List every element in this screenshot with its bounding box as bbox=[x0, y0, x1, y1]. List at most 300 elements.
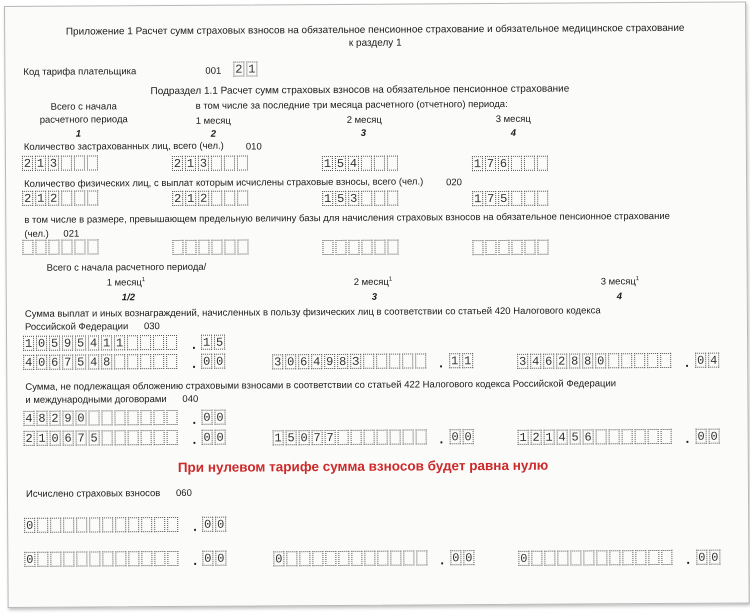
row021-month1-cells-cell bbox=[224, 240, 235, 255]
row060-month2-int-cells-cell bbox=[416, 550, 427, 565]
row030-month3-int-cells-cell bbox=[621, 353, 632, 368]
row030-total-int-cells-cell: 9 bbox=[63, 336, 72, 351]
row020-month1-cells-cell bbox=[224, 191, 235, 206]
row030-month3-int-cells-cell: 8 bbox=[571, 354, 579, 369]
row060-month3-dec-cells-cell: 0 bbox=[711, 550, 719, 565]
row040-total-dec-cells-cell: 0 bbox=[203, 410, 211, 425]
row030-month3-int-cells-cell: 0 bbox=[597, 354, 605, 369]
row021-month2-cells-cell bbox=[387, 240, 398, 255]
row040-month1-int-cells-cell bbox=[128, 430, 139, 445]
row040-month1-int-cells-cell bbox=[102, 430, 113, 445]
col2-month1-text: 1 месяц bbox=[106, 277, 142, 289]
col-number-3: 3 bbox=[360, 127, 367, 139]
row010-total-cells bbox=[22, 155, 100, 171]
row010-total-cells-cell bbox=[74, 156, 85, 171]
row060-month2-dec-cells-cell: 0 bbox=[465, 551, 473, 566]
row020-month1-cells-cell bbox=[211, 191, 222, 206]
row030-month1-int-cells-cell: 5 bbox=[77, 355, 85, 370]
row060-month1-int-cells-cell bbox=[76, 552, 87, 567]
row040-total-int-cells bbox=[23, 410, 179, 427]
row060-month2-int-cells-cell bbox=[299, 551, 310, 566]
row060-month3-int-cells-cell bbox=[583, 550, 594, 565]
row021-total-cells-cell bbox=[74, 240, 85, 255]
row060-total-dec-cells bbox=[202, 517, 228, 533]
row010-month3-cells-cell: 1 bbox=[473, 157, 482, 172]
row060-month1-int-cells-cell bbox=[63, 552, 74, 567]
row030-month2-int-cells-cell bbox=[376, 354, 387, 369]
row010-month1-cells-cell: 2 bbox=[173, 156, 182, 171]
row060-total-int-cells-cell bbox=[102, 517, 113, 532]
row030-total-dec-cells-cell: 5 bbox=[215, 335, 224, 350]
row020-code: 020 bbox=[446, 177, 462, 189]
row060-month3-int-cells-cell bbox=[609, 550, 620, 565]
row030-month2-int-cells-cell: 4 bbox=[313, 355, 321, 370]
row040-month3-int-cells-cell bbox=[661, 429, 672, 444]
row030-month1-int-cells-cell bbox=[114, 354, 125, 369]
row060-total-dec-cells-cell: 0 bbox=[217, 517, 225, 532]
row030-month1-decimal-point: . bbox=[192, 355, 196, 371]
row030-total-int-cells-cell bbox=[166, 335, 177, 350]
row030-month2-int-cells-cell: 0 bbox=[287, 355, 295, 370]
row060-total-int-cells-cell bbox=[141, 517, 152, 532]
row040-month3-dec-cells bbox=[696, 429, 722, 445]
row040-month2-decimal-point: . bbox=[439, 431, 444, 447]
row040-month3-int-cells bbox=[518, 429, 674, 446]
row021-total-cells-cell bbox=[61, 240, 72, 255]
row060-total-int-cells-cell bbox=[128, 517, 139, 532]
row020-total-cells-cell: 2 bbox=[50, 191, 58, 206]
row040-month3-int-cells-cell: 6 bbox=[584, 430, 592, 445]
row021-total-cells-cell bbox=[48, 240, 59, 255]
row010-label: Количество застрахованных лиц, всего (чел.) bbox=[23, 140, 224, 153]
row060-month3-int-cells bbox=[518, 550, 674, 567]
row040-month3-int-cells-cell: 2 bbox=[532, 430, 540, 445]
row021-month3-cells-cell bbox=[472, 240, 483, 255]
row060-month1-dec-cells bbox=[202, 551, 228, 567]
row030-month1-int-cells-cell: 7 bbox=[64, 355, 72, 370]
row060-month1-int-cells-cell bbox=[115, 551, 126, 566]
row040-month1-dec-cells-cell: 0 bbox=[216, 430, 224, 445]
row030-month3-dec-cells-cell: 0 bbox=[697, 353, 705, 368]
row030-month2-int-cells bbox=[272, 353, 428, 370]
col2-number-2: 3 bbox=[371, 291, 378, 303]
col-total-line2: расчетного периода bbox=[39, 114, 128, 126]
row040-total-int-cells-cell bbox=[114, 410, 125, 425]
row060-month2-dec-cells-cell: 0 bbox=[452, 551, 460, 566]
row020-month1-cells-cell: 2 bbox=[174, 191, 182, 206]
col-last3-label: в том числе за последние три месяца расчетного (отчетного) периода: bbox=[195, 98, 508, 112]
row020-month2-cells-cell bbox=[387, 191, 398, 206]
row010-code: 010 bbox=[245, 141, 262, 153]
row021-total-cells-cell bbox=[87, 239, 98, 254]
row060-month1-int-cells-cell bbox=[141, 551, 152, 566]
row040-month2-int-cells-cell bbox=[364, 430, 375, 445]
row030-total-int-cells-cell bbox=[127, 335, 138, 350]
row030-total-int-cells-cell: 1 bbox=[115, 336, 124, 351]
row060-total-decimal-point: . bbox=[193, 518, 197, 534]
row040-month2-int-cells-cell: 7 bbox=[313, 431, 321, 446]
row040-month1-int-cells-cell: 0 bbox=[51, 431, 59, 446]
col2-month1-footnote: 1 bbox=[141, 277, 146, 284]
col-number-2: 2 bbox=[210, 128, 217, 140]
row010-total-cells-cell: 2 bbox=[23, 156, 32, 171]
row040-month2-dec-cells-cell: 0 bbox=[464, 430, 472, 445]
row060-month2-int-cells-cell: 0 bbox=[275, 552, 283, 567]
col2-number-1: 1/2 bbox=[121, 292, 136, 304]
row040-month1-int-cells bbox=[24, 430, 180, 447]
row060-month1-dec-cells-cell: 0 bbox=[204, 551, 212, 566]
row020-month2-cells-cell: 1 bbox=[324, 192, 332, 207]
row030-label-line2: Российской Федерации bbox=[24, 321, 129, 333]
row021-month1-cells-cell bbox=[237, 240, 248, 255]
row040-label: Сумма, не подлежащая обложению страховыми взносами в соответствии со статьей 422 Налогового кодекса Российской Федерации bbox=[25, 378, 617, 393]
row010-month1-cells-cell bbox=[237, 156, 248, 171]
row060-month1-int-cells-cell bbox=[89, 551, 100, 566]
row040-month1-decimal-point: . bbox=[192, 431, 197, 447]
row010-month2-cells-cell: 4 bbox=[349, 156, 358, 171]
row030-month2-int-cells-cell: 3 bbox=[274, 355, 282, 370]
row021-month3-cells-cell bbox=[524, 240, 535, 255]
row040-total-int-cells-cell bbox=[88, 410, 99, 425]
row060-total-int-cells-cell bbox=[50, 518, 61, 533]
row060-month3-dec-cells-cell: 0 bbox=[698, 550, 706, 565]
row040-month2-dec-cells-cell: 0 bbox=[451, 430, 459, 445]
row021-month1-cells bbox=[172, 239, 250, 255]
row021-label: в том числе в размере, превышающем предельную величину базы для начисления страховых взносов на обязательное пенсионное страхование bbox=[24, 210, 670, 226]
row060-month1-int-cells-cell: 0 bbox=[26, 552, 34, 567]
row021-month1-cells-cell bbox=[172, 240, 183, 255]
row010-month2-cells-cell: 5 bbox=[336, 156, 345, 171]
row040-month2-int-cells-cell bbox=[403, 430, 414, 445]
col2-month2-footnote: 1 bbox=[388, 276, 393, 283]
row010-month3-cells bbox=[472, 156, 550, 172]
row030-total-int-cells bbox=[23, 335, 179, 352]
row060-month2-int-cells-cell bbox=[286, 551, 297, 566]
row040-month3-int-cells-cell bbox=[609, 429, 620, 444]
row030-month1-int-cells-cell bbox=[140, 354, 151, 369]
row060-month3-int-cells-cell bbox=[596, 550, 607, 565]
row040-total-int-cells-cell: 0 bbox=[77, 411, 85, 426]
row040-month2-int-cells-cell bbox=[338, 430, 349, 445]
col2-total-label: Всего с начала расчетного периода/ bbox=[46, 261, 207, 274]
row040-month3-int-cells-cell: 1 bbox=[545, 430, 553, 445]
row060-month3-int-cells-cell: 0 bbox=[520, 551, 528, 566]
row040-total-int-cells-cell: 2 bbox=[51, 411, 59, 426]
row010-month3-cells-cell bbox=[537, 156, 548, 171]
row030-total-int-cells-cell: 0 bbox=[37, 336, 46, 351]
row060-month3-int-cells-cell bbox=[635, 550, 646, 565]
row040-total-int-cells-cell bbox=[101, 410, 112, 425]
row030-month3-int-cells-cell bbox=[660, 353, 671, 368]
row040-month3-int-cells-cell bbox=[635, 429, 646, 444]
row040-month2-int-cells-cell: 0 bbox=[300, 431, 308, 446]
tariff-value-cells bbox=[233, 61, 259, 77]
tariff-label: Код тарифа плательщика bbox=[23, 66, 137, 78]
row030-month2-int-cells-cell: 8 bbox=[339, 354, 347, 369]
row021-total-cells-cell bbox=[35, 240, 46, 255]
form-title-line2: к разделу 1 bbox=[348, 37, 402, 49]
row030-month1-dec-cells bbox=[201, 354, 227, 370]
row040-total-int-cells-cell bbox=[127, 410, 138, 425]
row060-total-int-cells-cell bbox=[154, 517, 165, 532]
row020-total-cells-cell: 2 bbox=[24, 191, 32, 206]
row021-month1-cells-cell bbox=[185, 240, 196, 255]
col-number-4: 4 bbox=[510, 127, 517, 139]
row040-month1-int-cells-cell: 1 bbox=[38, 431, 46, 446]
row010-total-cells-cell bbox=[61, 156, 72, 171]
row040-month3-dec-cells-cell: 0 bbox=[710, 429, 718, 444]
row040-month3-int-cells-cell bbox=[596, 429, 607, 444]
row040-month2-int-cells-cell bbox=[416, 429, 427, 444]
col2-number-3: 4 bbox=[616, 291, 623, 303]
row030-month1-dec-cells-cell: 0 bbox=[203, 354, 211, 369]
row030-month2-decimal-point: . bbox=[439, 355, 443, 371]
row060-month3-dec-cells bbox=[696, 550, 722, 566]
row030-total-int-cells-cell: 1 bbox=[24, 336, 33, 351]
row020-month2-cells-cell: 5 bbox=[337, 191, 345, 206]
row060-month1-decimal-point: . bbox=[193, 552, 198, 568]
row060-month2-int-cells-cell bbox=[390, 551, 401, 566]
row030-month2-int-cells-cell bbox=[415, 353, 426, 368]
row040-month2-int-cells-cell: 5 bbox=[287, 431, 295, 446]
row030-code: 030 bbox=[143, 321, 160, 333]
row060-month2-int-cells bbox=[273, 550, 429, 567]
col-month3-label: 3 месяц bbox=[495, 113, 531, 125]
row020-month2-cells bbox=[322, 191, 400, 207]
row020-month1-cells bbox=[172, 190, 250, 206]
tariff-value-cells-cell: 2 bbox=[235, 62, 243, 77]
row021-month3-cells-cell bbox=[511, 240, 522, 255]
row030-month1-int-cells-cell: 4 bbox=[25, 355, 33, 370]
row030-month2-int-cells-cell bbox=[363, 354, 374, 369]
subsection-title: Подраздел 1.1 Расчет сумм страховых взносов на обязательное пенсионное страхование bbox=[150, 83, 570, 98]
row060-month2-decimal-point: . bbox=[440, 552, 445, 568]
row020-month1-cells-cell: 1 bbox=[187, 191, 195, 206]
row060-month3-int-cells-cell bbox=[648, 550, 659, 565]
row060-code: 060 bbox=[175, 487, 192, 499]
row030-month1-int-cells-cell: 8 bbox=[103, 355, 111, 370]
row040-total-dec-cells-cell: 0 bbox=[216, 410, 224, 425]
row020-month2-cells-cell bbox=[361, 191, 372, 206]
row010-month1-cells-cell bbox=[224, 156, 235, 171]
row040-total-int-cells-cell bbox=[140, 410, 151, 425]
col2-month3-footnote: 1 bbox=[635, 276, 640, 283]
row030-month1-int-cells-cell: 4 bbox=[90, 355, 98, 370]
row021-code: 021 bbox=[63, 228, 80, 240]
form-sheet bbox=[4, 1, 750, 608]
row060-total-int-cells-cell bbox=[115, 517, 126, 532]
row060-month1-int-cells-cell bbox=[37, 552, 48, 567]
row021-month1-cells-cell bbox=[211, 240, 222, 255]
row060-month3-int-cells-cell bbox=[622, 550, 633, 565]
row030-month3-int-cells-cell: 3 bbox=[519, 354, 527, 369]
row020-month3-cells bbox=[472, 191, 550, 207]
row021-month2-cells-cell bbox=[361, 240, 372, 255]
row060-month1-dec-cells-cell: 0 bbox=[217, 551, 225, 566]
row030-month2-dec-cells-cell: 1 bbox=[451, 354, 459, 369]
row010-month3-cells-cell bbox=[511, 156, 522, 171]
row021-month3-cells-cell bbox=[498, 240, 509, 255]
row030-month3-int-cells-cell bbox=[634, 353, 645, 368]
row040-total-int-cells-cell: 4 bbox=[25, 411, 33, 426]
row030-month3-dec-cells-cell: 4 bbox=[710, 353, 718, 368]
row060-total-int-cells-cell bbox=[76, 518, 87, 533]
row010-month2-cells-cell bbox=[361, 156, 372, 171]
row040-month1-int-cells-cell bbox=[141, 430, 152, 445]
row060-month1-int-cells bbox=[24, 551, 180, 568]
row020-total-cells-cell bbox=[87, 190, 98, 205]
row040-total-int-cells-cell: 8 bbox=[38, 411, 46, 426]
row060-total-int-cells-cell: 0 bbox=[26, 518, 34, 533]
row020-total-cells bbox=[22, 190, 100, 206]
row020-month3-cells-cell: 5 bbox=[500, 191, 508, 206]
row030-month1-int-cells-cell bbox=[127, 354, 138, 369]
row030-month1-int-cells-cell: 0 bbox=[38, 355, 46, 370]
row060-month3-int-cells-cell bbox=[544, 551, 555, 566]
row010-month3-cells-cell: 7 bbox=[486, 157, 495, 172]
row021-month2-cells-cell bbox=[374, 240, 385, 255]
row040-month2-int-cells-cell bbox=[377, 430, 388, 445]
row021-month3-cells-cell bbox=[485, 240, 496, 255]
row060-label: Исчислено страховых взносов bbox=[25, 488, 161, 500]
row021-total-cells-cell bbox=[22, 240, 33, 255]
row020-month2-cells-cell: 3 bbox=[350, 191, 358, 206]
row030-month3-int-cells-cell: 6 bbox=[545, 354, 553, 369]
row020-month1-cells-cell bbox=[237, 191, 248, 206]
col2-month3-label bbox=[601, 274, 640, 287]
row010-month2-cells-cell bbox=[374, 156, 385, 171]
row040-month3-decimal-point: . bbox=[685, 430, 690, 446]
row040-month1-int-cells-cell bbox=[167, 430, 178, 445]
row040-month1-int-cells-cell: 5 bbox=[90, 431, 98, 446]
row021-month1-cells-cell bbox=[198, 240, 209, 255]
col2-month1-label bbox=[107, 275, 146, 288]
row030-total-int-cells-cell: 5 bbox=[50, 336, 59, 351]
col-month2-label: 2 месяц bbox=[346, 114, 382, 126]
row060-month3-int-cells-cell bbox=[557, 551, 568, 566]
col-total-line1: Всего с начала bbox=[50, 101, 117, 113]
row021-month2-cells-cell bbox=[348, 240, 359, 255]
row030-month1-int-cells-cell bbox=[166, 354, 177, 369]
row020-month2-cells-cell bbox=[374, 191, 385, 206]
row060-total-int-cells-cell bbox=[89, 517, 100, 532]
row060-month2-int-cells-cell bbox=[338, 551, 349, 566]
row040-month2-int-cells bbox=[273, 429, 429, 446]
row010-total-cells-cell: 3 bbox=[49, 156, 58, 171]
row040-month1-int-cells-cell: 7 bbox=[77, 431, 85, 446]
row040-month1-dec-cells-cell: 0 bbox=[203, 430, 211, 445]
row030-month3-int-cells-cell: 8 bbox=[584, 354, 592, 369]
row040-label-line2: и международными договорами bbox=[25, 394, 167, 406]
row020-total-cells-cell bbox=[61, 191, 72, 206]
zero-tariff-note: При нулевом тарифе сумма взносов будет равна нулю bbox=[177, 457, 549, 475]
row021-month3-cells-cell bbox=[537, 240, 548, 255]
row030-total-int-cells-cell bbox=[153, 335, 164, 350]
row021-month2-cells-cell bbox=[322, 240, 333, 255]
row030-month3-int-cells-cell bbox=[647, 353, 658, 368]
row030-month3-dec-cells bbox=[695, 353, 721, 369]
row020-month3-cells-cell bbox=[511, 191, 522, 206]
row040-month2-int-cells-cell: 1 bbox=[274, 431, 282, 446]
row020-total-cells-cell bbox=[74, 191, 85, 206]
tariff-value-cells-cell: 1 bbox=[248, 62, 256, 77]
row040-month1-int-cells-cell bbox=[154, 430, 165, 445]
row030-month1-int-cells-cell: 6 bbox=[51, 355, 59, 370]
row030-month2-dec-cells-cell: 1 bbox=[464, 354, 472, 369]
row030-label: Сумма выплат и иных вознаграждений, начисленных в пользу физических лиц в соответствии со статьей 420 Налогового кодекса bbox=[24, 305, 601, 320]
row040-month1-int-cells-cell: 6 bbox=[64, 431, 72, 446]
row030-month1-int-cells bbox=[23, 354, 179, 371]
row040-month2-dec-cells bbox=[450, 429, 476, 445]
tariff-code-number: 001 bbox=[205, 65, 222, 77]
row030-month3-int-cells-cell: 2 bbox=[558, 354, 566, 369]
row060-month1-int-cells-cell bbox=[50, 552, 61, 567]
row030-month3-int-cells bbox=[517, 353, 673, 370]
row040-month3-int-cells-cell bbox=[622, 429, 633, 444]
row060-month3-int-cells-cell bbox=[661, 550, 672, 565]
col2-month3-text: 3 месяц bbox=[600, 276, 636, 288]
row060-month1-int-cells-cell bbox=[167, 551, 178, 566]
row020-month3-cells-cell bbox=[537, 191, 548, 206]
row030-total-dec-cells bbox=[201, 335, 227, 351]
row060-month1-int-cells-cell bbox=[154, 551, 165, 566]
row030-total-int-cells-cell bbox=[140, 335, 151, 350]
row040-total-decimal-point: . bbox=[192, 411, 197, 427]
row010-month1-cells-cell: 3 bbox=[199, 156, 208, 171]
row060-month1-int-cells-cell bbox=[128, 551, 139, 566]
row030-month3-int-cells-cell: 4 bbox=[532, 354, 540, 369]
row010-month3-cells-cell: 6 bbox=[499, 156, 508, 171]
row030-total-dec-cells-cell: 1 bbox=[202, 335, 211, 350]
col2-month2-text: 2 месяц bbox=[353, 276, 389, 289]
row010-month2-cells-cell bbox=[387, 156, 398, 171]
row040-month2-int-cells-cell bbox=[351, 430, 362, 445]
row040-month2-int-cells-cell bbox=[390, 430, 401, 445]
row040-month3-int-cells-cell bbox=[648, 429, 659, 444]
row060-month3-int-cells-cell bbox=[531, 551, 542, 566]
row020-month3-cells-cell bbox=[524, 191, 535, 206]
row040-month1-int-cells-cell bbox=[115, 430, 126, 445]
row021-month3-cells bbox=[472, 240, 550, 256]
row030-month3-decimal-point: . bbox=[685, 354, 689, 370]
row020-month1-cells-cell: 2 bbox=[200, 191, 208, 206]
row010-month3-cells-cell bbox=[524, 156, 535, 171]
row060-total-int-cells bbox=[24, 517, 180, 534]
row020-month3-cells-cell: 7 bbox=[487, 192, 495, 207]
row010-month2-cells-cell: 1 bbox=[323, 157, 332, 172]
row030-month2-dec-cells bbox=[449, 353, 475, 369]
col2-month2-label bbox=[354, 275, 393, 288]
row020-label: Количество физических лиц, с выплат которым исчислены страховые взносы, всего (чел.) bbox=[24, 176, 424, 190]
row040-month2-int-cells-cell: 7 bbox=[326, 430, 334, 446]
row030-month1-dec-cells-cell: 0 bbox=[216, 354, 224, 369]
row030-month2-int-cells-cell bbox=[389, 354, 400, 369]
row040-month3-dec-cells-cell: 0 bbox=[697, 429, 705, 444]
row020-total-cells-cell: 1 bbox=[37, 191, 45, 206]
row030-month1-int-cells-cell bbox=[153, 354, 164, 369]
row040-month3-int-cells-cell: 1 bbox=[519, 430, 527, 445]
row030-month3-int-cells-cell bbox=[608, 353, 619, 368]
row040-total-int-cells-cell: 9 bbox=[64, 411, 72, 426]
row060-month2-int-cells-cell bbox=[351, 551, 362, 566]
row020-month3-cells-cell: 1 bbox=[474, 192, 482, 207]
row010-total-cells-cell: 1 bbox=[36, 156, 45, 171]
row021-month2-cells-cell bbox=[335, 240, 346, 255]
row060-month2-int-cells-cell bbox=[312, 551, 323, 566]
row010-month1-cells-cell: 1 bbox=[186, 156, 195, 171]
row030-total-int-cells-cell: 4 bbox=[89, 336, 98, 351]
row060-month3-decimal-point: . bbox=[686, 551, 691, 567]
